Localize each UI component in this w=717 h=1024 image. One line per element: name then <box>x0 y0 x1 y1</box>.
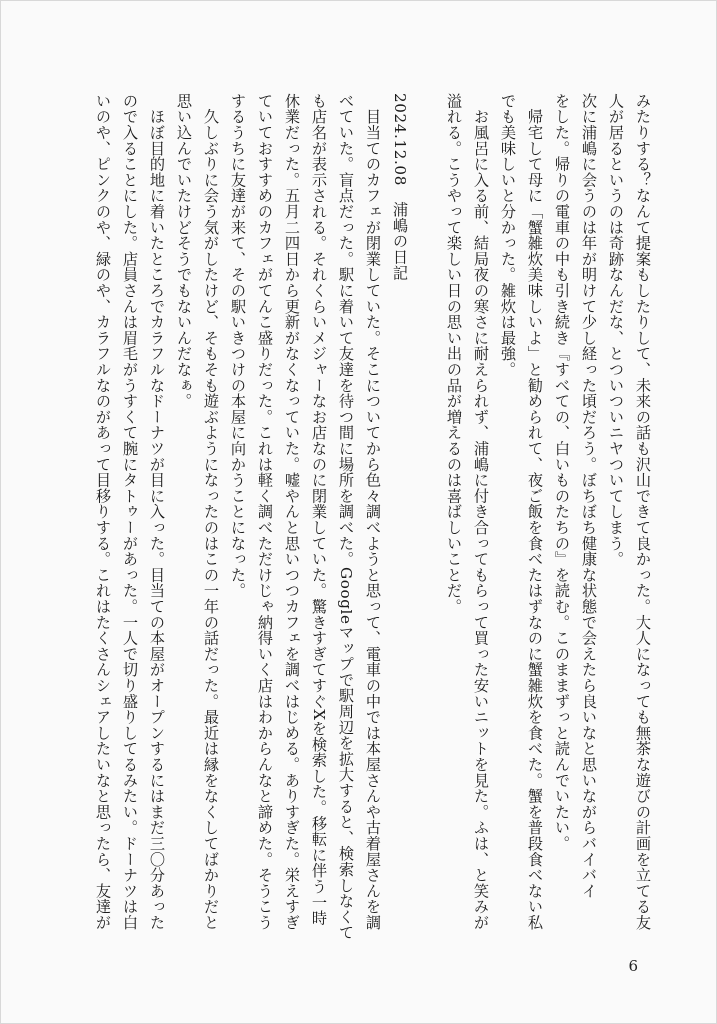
text-line: お風呂に入る前、結局夜の寒さに耐えられず、浦嶋に付き合ってもらって買った安いニットを見た。ふは、と笑みが <box>472 93 490 931</box>
text-line: 人が居るというのは奇跡なんだな、とついついニヤついてしまう。 <box>607 93 625 567</box>
diary-heading: 2024.12.08 浦嶋の日記 <box>391 93 409 281</box>
text-line: ほぼ目的地に着いたところでカラフルなドーナツが目に入った。目当ての本屋がオープンするにはまだ三〇分あった <box>148 93 166 931</box>
text-line: も店名が表示される。それくらいメジャーなお店なのに閉業していた。驚きすぎてすぐXを検索した。移転に伴う一時 <box>310 93 328 927</box>
text-line: ていておすすめのカフェがてんこ盛りだった。これは軽く調べただけじゃ納得いく店はわからんなと諦めた。そうこう <box>256 93 274 931</box>
text-line: 次に浦嶋に会うのは年が明けて少し経った頃だろう。ぼちぼち健康な状態で会えたら良いなと思いながらバイバイ <box>580 93 598 899</box>
text-line: べていた。盲点だった。駅に着いて友達を待つ間に場所を調べた。Googleマップで駅周辺を拡大すると、検索しなくて <box>337 93 355 941</box>
text-line: 久しぶりに会う気がしたけど、そもそも遊ぶようになったのはこの一年の話だった。最近は縁をなくしてばかりだと <box>202 93 220 931</box>
text-line: 思い込んでいたけどそうでもないんだなぁ。 <box>175 93 193 409</box>
text-line: 帰宅して母に「蟹雑炊美味しいよ」と勧められて、夜ご飯を食べたはずなのに蟹雑炊を食べた。蟹を普段食べない私 <box>526 93 544 931</box>
text-line: みたりする？なんて提案もしたりして、未来の話も沢山できて良かった。大人になっても無茶な遊びの計画を立てる友 <box>634 93 652 931</box>
text-line: するうちに友達が来て、その駅いきつけの本屋に向かうことになった。 <box>229 93 247 599</box>
text-line: をした。帰りの電車の中も引き続き『すべての、白いものたちの』を読む。このままずっと読んでいたい。 <box>553 93 571 852</box>
vertical-text-body <box>86 93 656 943</box>
text-line: でも美味しいと分かった。雑炊は最強。 <box>499 93 517 378</box>
text-line: 目当てのカフェが閉業していた。そこについてから色々調べようと思って、電車の中では本屋さんや古着屋さんを調 <box>364 93 382 931</box>
blank-line <box>413 93 440 943</box>
text-line: 休業だった。五月二四日から更新がなくなっていた。嘘やんと思いつつカフェを調べはじめる。ありすぎた。栄えすぎ <box>283 93 301 931</box>
text-line: いのや、ピンクのや、緑のや、カラフルなのがあって目移りする。これはたくさんシェアしたいなと思ったら、友達が <box>94 93 112 931</box>
text-line: 溢れる。こうやって楽しい日の思い出の品が増えるのは喜ばしいことだ。 <box>445 93 463 615</box>
page-number: 6 <box>628 957 638 975</box>
text-line: ので入ることにした。店員さんは眉毛がうすくて腕にタトゥーがあった。一人で切り盛りしてるみたい。ドーナツは白 <box>121 93 139 931</box>
